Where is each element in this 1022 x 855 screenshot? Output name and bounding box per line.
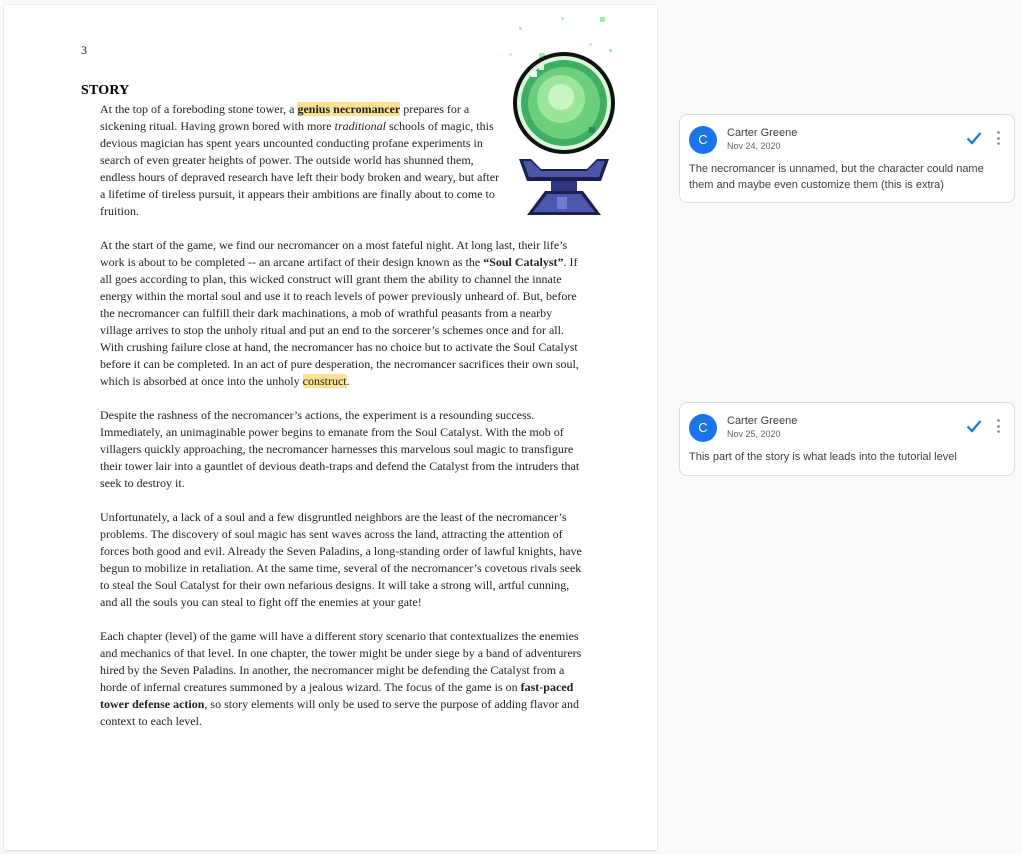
story-paragraph: At the top of a foreboding stone tower, a genius necromancer prepares for a sickening ritual. Having grown bored with more traditional schools of magic, this devious magician has spent years uncounted conducting profane experiments in search of even greater heights of power. The outside world has shunned them, endless hours of depraved research have left their body broken and weary, but after a lifetime of tireless pursuit, it appears their ambitions are finally about to come to fruition. xyxy=(100,102,500,218)
avatar: C xyxy=(689,126,717,154)
story-paragraph: Despite the rashness of the necromancer’s actions, the experiment is a resounding success. Immediately, an unimaginable power begins to emanate from the Soul Catalyst. With the mob of villagers quickly approaching, the necromancer harnesses this marvelous soul magic to transfigure their tower lair into a gauntlet of devious death-traps and defend the Catalyst from the intruders that seek to destroy it. xyxy=(100,408,580,490)
story-paragraph: At the start of the game, we find our necromancer on a most fateful night. At long last, their life’s work is about to be completed -- an arcane artifact of their design known as the “Soul Catalyst”. If all goes according to plan, this wicked construct will grant them the ability to channel the innate energy within the mortal soul and use it to reach levels of power previously unheard of. But, before the necromancer can fulfill their dark machinations, a mob of wrathful peasants from a nearby village arrives to stop the unholy ritual and put an end to the sorcerer’s schemes once and for all. With crushing failure close at hand, the necromancer has no choice but to activate the Soul Catalyst before it can be completed. In an act of pure desperation, the necromancer sacrifices their own soul, which is absorbed at once into the unholy construct. xyxy=(100,238,579,388)
comment-author: Carter Greene xyxy=(727,127,798,139)
comment-text: This part of the story is what leads into the tutorial level xyxy=(689,451,957,463)
story-body xyxy=(100,101,585,747)
resolve-check-icon[interactable] xyxy=(966,419,982,433)
story-paragraph: Each chapter (level) of the game will have a different story scenario that contextualizes the enemies and mechanics of that level. In one chapter, the tower might be under siege by a band of adventurers hired by the Seven Paladins. In another, the necromancer might be defending the Catalyst from a horde of infernal creatures summoned by a jealous wizard. The focus of the game is on fast-paced tower defense action, so story elements will only be used to serve the purpose of adding flavor and context to each level. xyxy=(100,629,582,728)
comment-author: Carter Greene xyxy=(727,415,798,427)
comment-date: Nov 24, 2020 xyxy=(727,141,781,151)
avatar: C xyxy=(689,414,717,442)
comment-card[interactable] xyxy=(679,114,1015,203)
story-paragraph: Unfortunately, a lack of a soul and a few disgruntled neighbors are the least of the necromancer’s problems. The discovery of soul magic has sent waves across the land, attracting the attention of forces both good and evil. Already the Seven Paladins, a long-standing order of lawful knights, have begun to mobilize in retaliation. At the same time, several of the necromancer’s covetous rivals seek to steal the Soul Catalyst for their own nefarious designs. It will take a strong will, artful cunning, and all the souls you can steal to fight off the enemies at your gate! xyxy=(100,510,582,609)
resolve-check-icon[interactable] xyxy=(966,131,982,145)
page-number: 3 xyxy=(81,43,87,57)
comment-card[interactable] xyxy=(679,402,1015,476)
comment-date: Nov 25, 2020 xyxy=(727,429,781,439)
comment-anchor-highlight[interactable]: construct xyxy=(302,374,347,388)
document-page xyxy=(4,5,657,850)
section-heading: STORY xyxy=(81,83,130,98)
comment-text: The necromancer is unnamed, but the character could name them and maybe even customize them (this is extra) xyxy=(689,163,984,191)
more-options-icon[interactable] xyxy=(995,131,1001,147)
more-options-icon[interactable] xyxy=(995,419,1001,435)
comment-anchor-highlight[interactable]: genius necromancer xyxy=(297,102,401,116)
